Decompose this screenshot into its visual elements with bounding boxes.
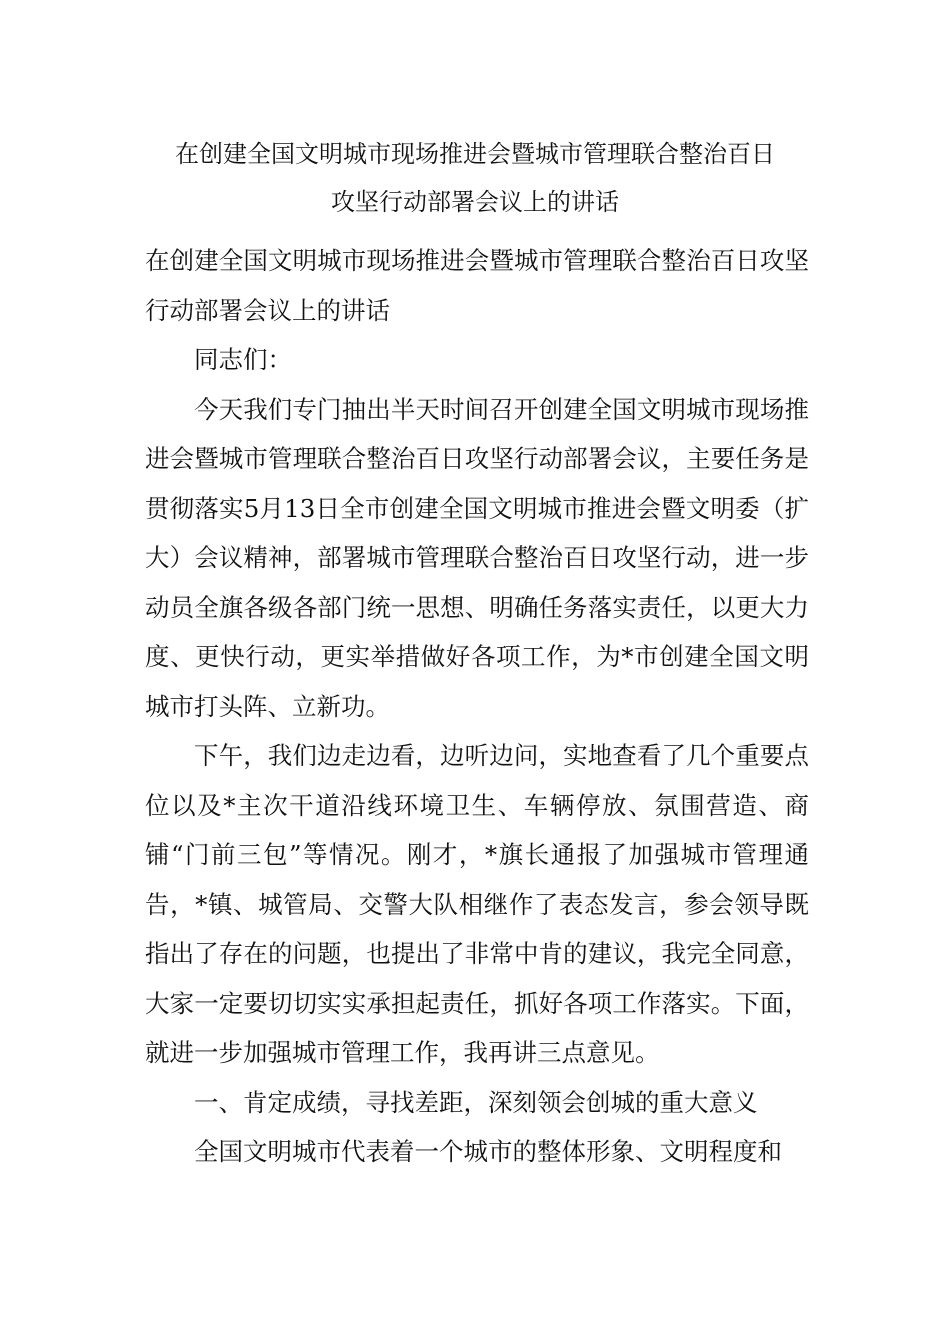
- repeated-heading: 在创建全国文明城市现场推进会暨城市管理联合整治百日攻坚行动部署会议上的讲话: [145, 246, 809, 325]
- paragraph-2: 下午，我们边走边看，边听边问，实地查看了几个重要点位以及*主次干道沿线环境卫生、车辆停放、氛围营造、商铺“门前三包”等情况。刚才，*旗长通报了加强城市管理通告，*镇、城管局、交警大队相继作了表态发言，参会领导既指出了存在的问题，也提出了非常中肯的建议，我完全同意，大家一定要切切实实承担起责任，抓好各项工作落实。下面，就进一步加强城市管理工作，我再讲三点意见。: [145, 741, 809, 1067]
- paragraph-1: 今天我们专门抽出半天时间召开创建全国文明城市现场推进会暨城市管理联合整治百日攻坚行动部署会议，主要任务是贯彻落实5月13日全市创建全国文明城市推进会暨文明委（扩大）会议精神，部署城市管理联合整治百日攻坚行动，进一步动员全旗各级各部门统一思想、明确任务落实责任，以更大力度、更快行动，更实举措做好各项工作，为*市创建全国文明城市打头阵、立新功。: [145, 394, 809, 721]
- title-line-2: 攻坚行动部署会议上的讲话: [331, 188, 619, 216]
- document-body: [145, 236, 809, 1177]
- title-line-1: 在创建全国文明城市现场推进会暨城市管理联合整治百日: [175, 140, 775, 168]
- paragraph-3: 全国文明城市代表着一个城市的整体形象、文明程度和: [194, 1137, 782, 1166]
- document-title: [145, 130, 805, 226]
- salutation: 同志们：: [194, 345, 292, 374]
- section-heading-1: 一、肯定成绩，寻找差距，深刻领会创城的重大意义: [194, 1087, 758, 1117]
